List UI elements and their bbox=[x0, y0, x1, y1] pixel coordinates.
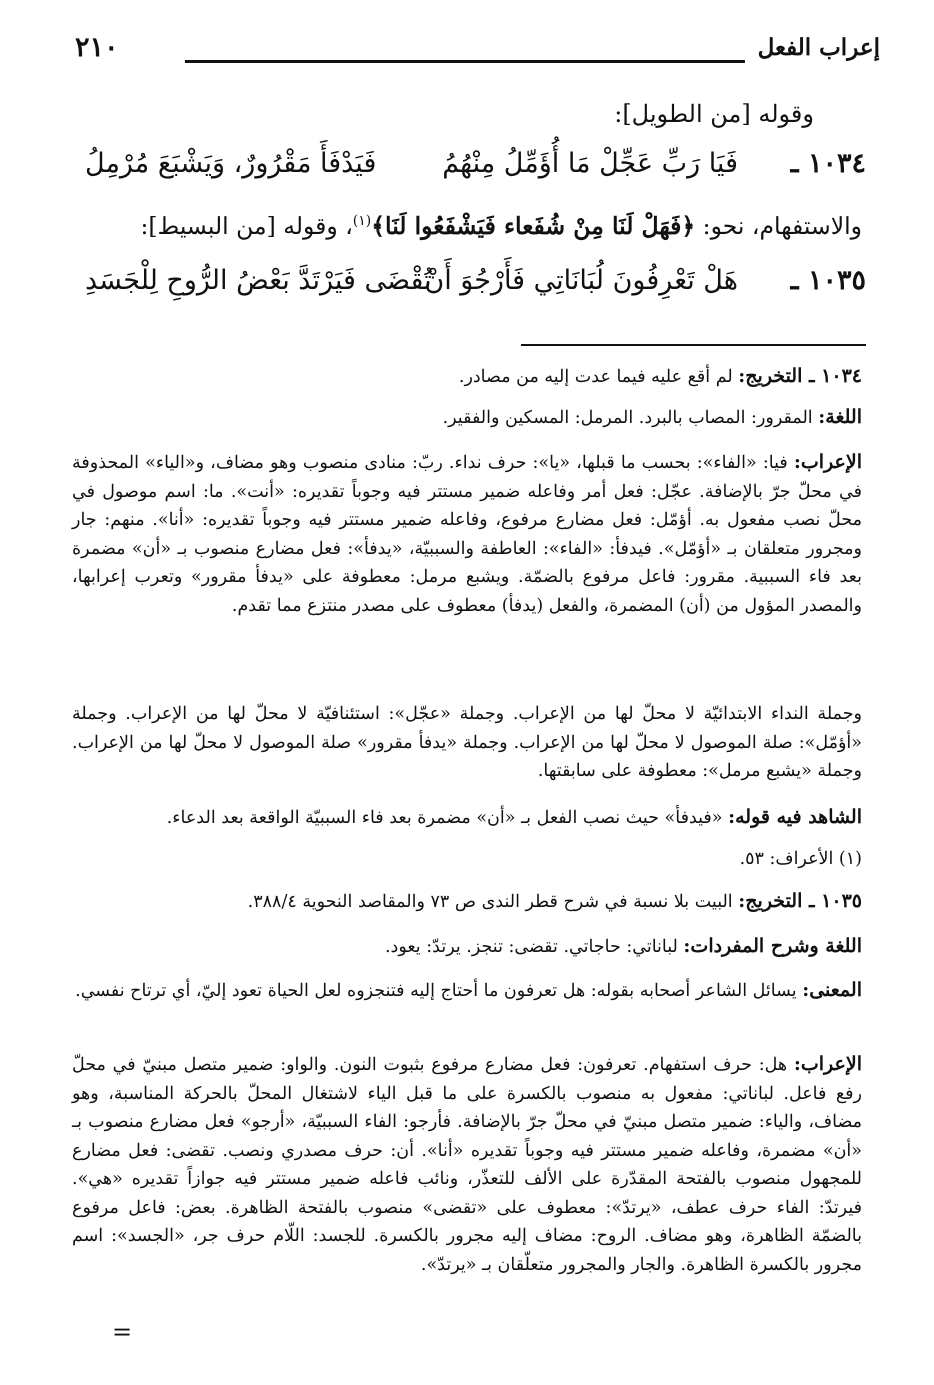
text: لباناتي: حاجاتي. تقضى: تنجز. يرتدّ: يعود. bbox=[384, 937, 678, 957]
text: فيا: «الفاء»: بحسب ما قبلها، «يا»: حرف نداء. ربّ: منادى منصوب وهو مضاف، و«الياء» المحذوفة في محلّ جرّ بالإضافة. عجّل: فعل أمر وفاعله ضمير مستتر فيه وجوباً تقديره: «أنت». ما: اسم موصول في محلّ نصب مفعول به. أؤمّل: فعل مضارع مرفوع، وفاعله ضمير مستتر فيه وجوباً تقديره: «أنا». منهم: جار ومجرور متعلقان بـ «أؤمّل». فيدفأ: «الفاء»: العاطفة والسببيّة، «يدفأ»: فعل مضارع منصوب بـ «أن» مضمرة بعد فاء السببية. مقرور: فاعل مرفوع بالضمّة. ويشبع مرمل: معطوفة على «يدفأ مقرور» وتعرب إعرابها، والمصدر المؤول من (أن) المضمرة، والفعل (يدفأ) معطوف على مصدر منتزع مما تقدم. bbox=[72, 453, 862, 616]
text: «فيدفأ» حيث نصب الفعل بـ «أن» مضمرة بعد فاء السببيّة الواقعة بعد الدعاء. bbox=[166, 808, 723, 828]
footnote-1034-irab bbox=[72, 448, 862, 620]
verse-hemistich-first: هَلْ تَعْرِفُونَ لُبَانَاتِي فَأَرْجُوَ أَنْ bbox=[424, 265, 738, 296]
footnote-1034-takhrij bbox=[72, 362, 862, 392]
quran-quote: ﴿فَهَلْ لَنَا مِنْ شُفَعاء فَيَشْفَعُوا لَنَا﴾ bbox=[371, 212, 696, 240]
footnote-1034-jumal bbox=[72, 700, 862, 786]
text: المقرور: المصاب بالبرد. المرمل: المسكين والفقير. bbox=[442, 408, 813, 428]
footnote-1035-irab bbox=[72, 1050, 862, 1279]
page-number: ٢١٠ bbox=[75, 32, 119, 63]
label: المعنى: bbox=[802, 979, 862, 1001]
interrogative-example-line bbox=[140, 212, 862, 240]
example-trail-text: ، وقوله [من البسيط]: bbox=[140, 212, 353, 240]
page-header bbox=[75, 32, 880, 72]
footnote-1035-takhrij bbox=[72, 887, 862, 917]
text: يسائل الشاعر أصحابه بقوله: هل تعرفون ما أحتاج إليه فتنجزوه لعل الحياة تعود إليّ، أي ترتاح نفسي. bbox=[75, 981, 797, 1001]
text: هل: حرف استفهام. تعرفون: فعل مضارع مرفوع بثبوت النون. والواو: ضمير متصل مبنيّ في محلّ رفع فاعل. لباناتي: مفعول به منصوب بالكسرة على ما قبل الياء لاشتغال المحلّ بالحركة المناسبة، وهو مضاف، والياء: ضمير متصل مبنيّ في محلّ جرّ بالإضافة. فأرجو: الفاء السببيّة، «أرجو» فعل مضارع منصوب بـ «أن» مضمرة، وفاعله ضمير مستتر فيه وجوباً تقديره «أنا». أن: حرف مصدري ونصب. تقضى: فعل مضارع للمجهول منصوب بالفتحة المقدّرة على الألف للتعذّر، ونائب فاعله ضمير مستتر فيه جوازاً تقديره «هي». فيرتدّ: الفاء حرف عطف، «يرتدّ»: معطوف على «تقضى» منصوب بالفتحة الظاهرة. بعض: فاعل مرفوع بالضمّة الظاهرة، وهو مضاف. الروح: مضاف إليه مجرور بالكسرة. للجسد: اللّام حرف جر، «الجسد»: اسم مجرور بالكسرة الظاهرة. والجار والمجرور متعلّقان بـ «يرتدّ». bbox=[72, 1055, 862, 1275]
verse-hemistich-second: تُقْضَى فَيَرْتَدَّ بَعْضُ الرُّوحِ لِلْجَسَدِ bbox=[85, 265, 432, 296]
verse-1034 bbox=[85, 148, 866, 198]
chapter-title: إعراب الفعل bbox=[757, 34, 880, 61]
verse-number: ١٠٣٥ ـ bbox=[790, 265, 866, 296]
label: ١٠٣٥ ـ التخريج: bbox=[738, 890, 862, 912]
verse-hemistich-second: فَيَدْفَأَ مَقْرُورٌ، وَيَشْبَعَ مُرْمِلُ bbox=[85, 148, 377, 179]
text: البيت بلا نسبة في شرح قطر الندى ص ٧٣ والمقاصد النحوية ٣٨٨/٤. bbox=[247, 892, 733, 912]
text: وجملة النداء الابتدائيّة لا محلّ لها من الإعراب. وجملة «عجّل»: استئنافيّة لا محلّ لها من الإعراب. وجملة «أؤمّل»: صلة الموصول لا محلّ لها من الإعراب. وجملة «يدفأ مقرور» صلة الموصول لا محلّ لها من الإعراب. وجملة «يشبع مرمل»: معطوفة على سابقتها. bbox=[72, 704, 862, 781]
continuation-mark: = bbox=[112, 1318, 133, 1346]
verse-1035 bbox=[85, 265, 866, 315]
footnote-separator bbox=[521, 344, 866, 346]
verse-intro: وقوله [من الطويل]: bbox=[614, 100, 814, 128]
label: اللغة: bbox=[818, 406, 862, 428]
verse-hemistich-first: فَيَا رَبِّ عَجِّلْ مَا أُؤَمِّلُ مِنْهُمُ bbox=[442, 148, 738, 179]
label: الشاهد فيه قوله: bbox=[728, 806, 862, 828]
text: (١) الأعراف: ٥٣. bbox=[739, 849, 862, 869]
label: ١٠٣٤ ـ التخريج: bbox=[738, 365, 862, 387]
footnote-1034-lugha bbox=[72, 403, 862, 433]
label: الإعراب: bbox=[793, 1053, 862, 1075]
header-rule bbox=[185, 60, 745, 63]
footnote-1034-shahid bbox=[72, 803, 862, 833]
label: اللغة وشرح المفردات: bbox=[683, 935, 862, 957]
footnote-ref-1 bbox=[72, 845, 862, 874]
verse-number: ١٠٣٤ ـ bbox=[790, 148, 866, 179]
footnote-1035-lugha bbox=[72, 932, 862, 962]
label: الإعراب: bbox=[793, 451, 862, 473]
text: لم أقع عليه فيما عدت إليه من مصادر. bbox=[458, 367, 733, 387]
footnote-1035-mana bbox=[72, 976, 862, 1006]
example-lead-text: والاستفهام، نحو: bbox=[702, 212, 862, 240]
footnote-ref-marker: (١) bbox=[352, 213, 372, 230]
